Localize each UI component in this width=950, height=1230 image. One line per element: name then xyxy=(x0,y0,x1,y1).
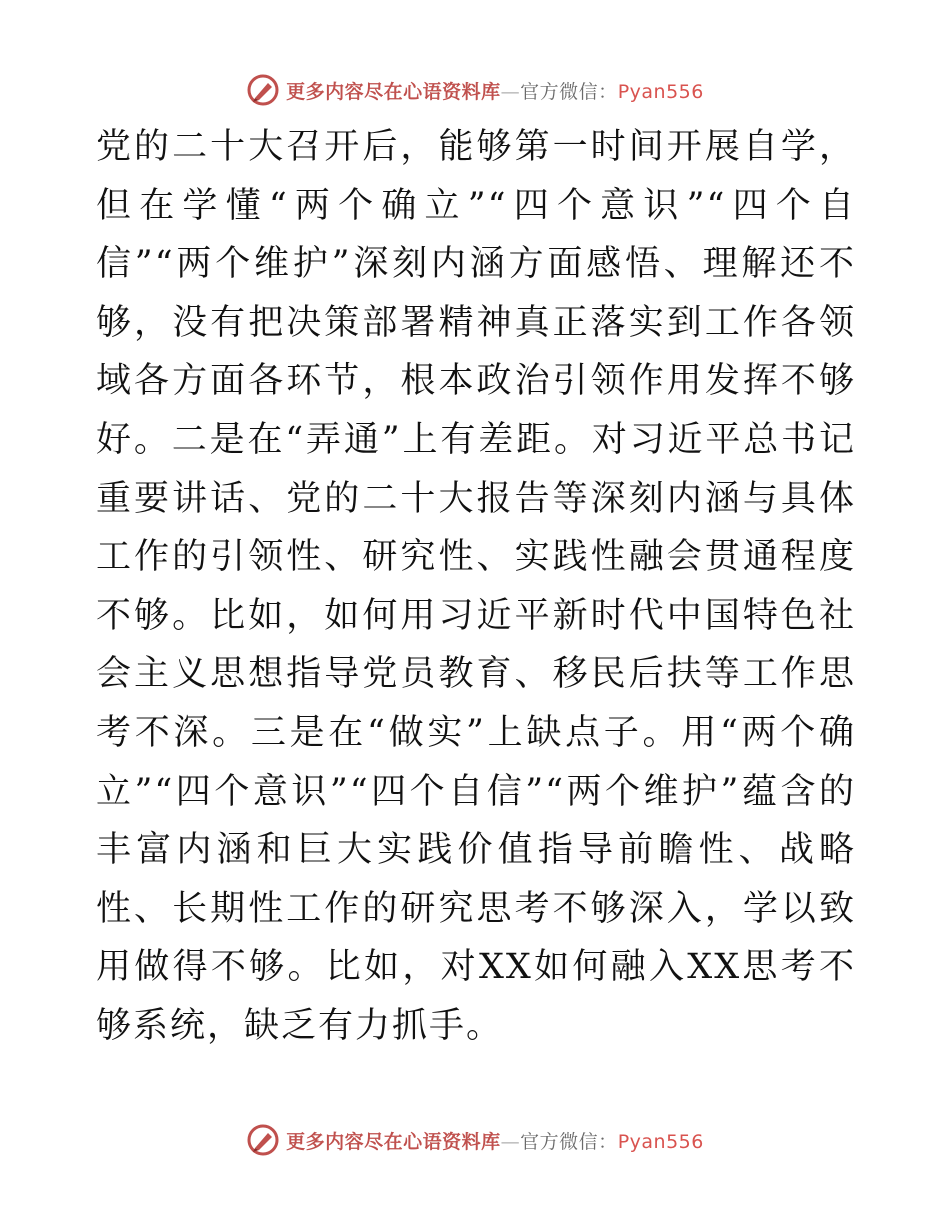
pen-logo-icon xyxy=(246,73,280,107)
watermark-text: 更多内容尽在心语资料库—官方微信：Pyan556 xyxy=(286,80,704,103)
header-watermark xyxy=(0,70,950,110)
pen-logo-icon xyxy=(246,1123,280,1157)
watermark-text: 更多内容尽在心语资料库—官方微信：Pyan556 xyxy=(286,1130,704,1153)
body-paragraph: 党的二十大召开后，能够第一时间开展自学，但在学懂“两个确立”“四个意识”“四个自信”“两个维护”深刻内涵方面感悟、理解还不够，没有把决策部署精神真正落实到工作各领域各方面各环节，根本政治引领作用发挥不够好。二是在“弄通”上有差距。对习近平总书记重要讲话、党的二十大报告等深刻内涵与具体工作的引领性、研究性、实践性融会贯通程度不够。比如，如何用习近平新时代中国特色社会主义思想指导党员教育、移民后扶等工作思考不深。三是在“做实”上缺点子。用“两个确立”“四个意识”“四个自信”“两个维护”蕴含的丰富内涵和巨大实践价值指导前瞻性、战略性、长期性工作的研究思考不够深入，学以致用做得不够。比如，对XX如何融入XX思考不够系统，缺乏有力抓手。 xyxy=(96,127,856,1046)
footer-watermark xyxy=(0,1120,950,1160)
